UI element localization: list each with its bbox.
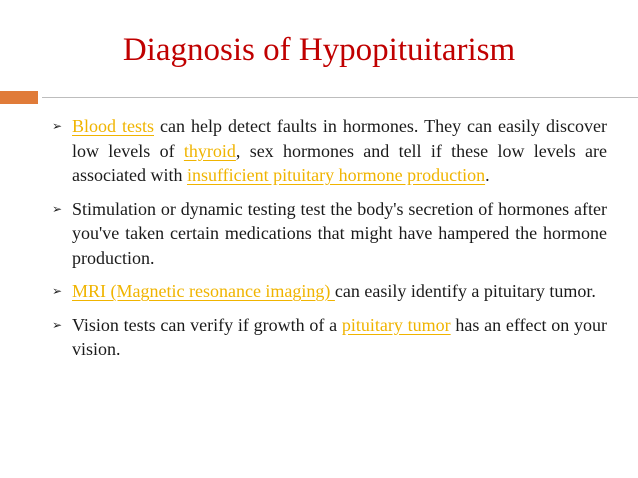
link-pituitary-tumor[interactable]: pituitary tumor: [341, 314, 451, 335]
bullet-vision-tests: [52, 313, 607, 362]
slide-title: Diagnosis of Hypopituitarism: [122, 32, 516, 68]
bullet-mri: [52, 279, 607, 304]
title-accent-bar: [0, 91, 38, 104]
bullet-list: [52, 114, 607, 371]
bullet-stimulation-testing: [52, 197, 607, 271]
arrow-bullet-icon: ➢: [52, 317, 63, 332]
bullet-blood-tests: [52, 114, 607, 188]
arrow-bullet-icon: ➢: [52, 119, 63, 133]
bullet-text: can easily identify a pituitary tumor.: [334, 281, 596, 301]
bullet-text: , sex hormones and tell if these low levels are associated with: [72, 140, 607, 185]
link-blood-tests[interactable]: Blood tests: [72, 116, 155, 136]
bullet-text: Vision tests can verify if growth of a: [72, 314, 342, 335]
link-insufficient-pituitary-hormone-production[interactable]: insufficient pituitary hormone production: [186, 165, 486, 185]
arrow-bullet-icon: ➢: [52, 201, 63, 216]
title-divider-line: [42, 97, 638, 98]
link-mri[interactable]: MRI (Magnetic resonance imaging): [72, 281, 335, 301]
bullet-text: Stimulation or dynamic testing test the body's secretion of hormones after you've taken certain medications that might have hampered the hormone production.: [72, 198, 607, 268]
bullet-text: .: [485, 165, 490, 185]
bullet-text: has an effect on your vision.: [72, 314, 608, 359]
bullet-text: can help detect faults in hormones. They can easily discover low levels of: [72, 116, 607, 161]
link-thyroid[interactable]: thyroid: [183, 140, 236, 161]
arrow-bullet-icon: ➢: [52, 284, 63, 298]
